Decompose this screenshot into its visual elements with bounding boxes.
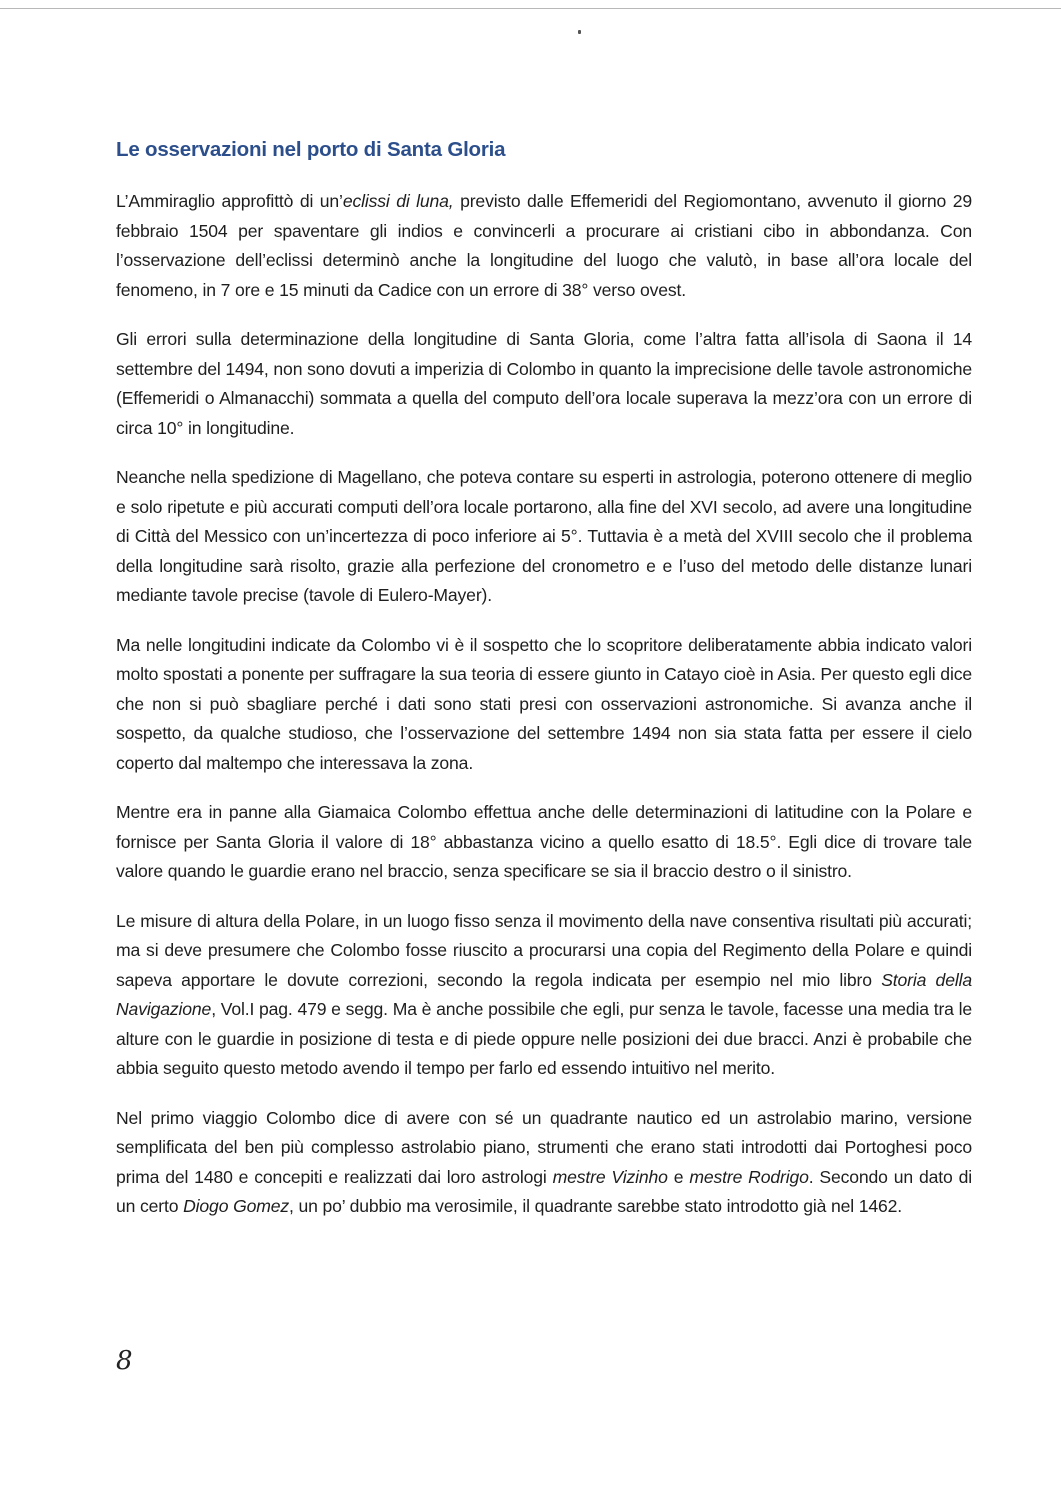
scan-edge-line	[0, 8, 1061, 9]
text-run: Ma nelle longitudini indicate da Colombo vi è il sospetto che lo scopritore deliberatamente abbia indicato valori molto spostati a ponente per suffragare la sua teoria di essere giunto in Catayo cioè in Asia. Per questo egli dice che non si può sbagliare perché i dati sono stati presi con osservazioni astronomiche. Si avanza anche il sospetto, da qualche studioso, che l’osservazione del settembre 1494 non sia stata fatta per essere il cielo coperto dal maltempo che interessava la zona.	[116, 634, 972, 773]
paragraph	[116, 1104, 972, 1222]
text-run: Mentre era in panne alla Giamaica Colombo effettua anche delle determinazioni di latitudine con la Polare e fornisce per Santa Gloria il valore di 18° abbastanza vicino a quello esatto di 18.5°. Egli dice di trovare tale valore quando le guardie erano nel braccio, senza specificare se sia il braccio destro o il sinistro.	[116, 802, 972, 881]
paragraph	[116, 463, 972, 611]
section-title: Le osservazioni nel porto di Santa Gloria	[116, 138, 506, 161]
scan-speck	[578, 30, 581, 34]
italic-text: eclissi di luna,	[342, 191, 454, 211]
document-page	[116, 130, 972, 1242]
paragraph	[116, 798, 972, 887]
paragraph	[116, 187, 972, 305]
text-run: , un po’ dubbio ma verosimile, il quadrante sarebbe stato introdotto già nel 1462.	[289, 1196, 903, 1216]
text-run: . Secondo un dato di un certo	[116, 1166, 972, 1216]
paragraph	[116, 907, 972, 1084]
italic-text: Diogo Gomez	[183, 1196, 290, 1216]
text-run: Nel primo viaggio Colombo dice di avere con sé un quadrante nautico ed un astrolabio marino, versione semplificata del ben più complesso astrolabio piano, strumenti che erano stati introdotti dai Portoghesi poco prima del 1480 e concepiti e realizzati dai loro astrologi	[116, 1107, 972, 1187]
text-run: Neanche nella spedizione di Magellano, che poteva contare su esperti in astrologia, poterono ottenere di meglio e solo ripetute e più accurati computi dell’ora locale portarono, alla fine del XVI secolo, ad avere una longitudine di Città del Messico con un’incertezza di poco inferiore ai 5°. Tuttavia è a metà del XVIII secolo che il problema della longitudine sarà risolto, grazie alla perfezione del cronometro e e l’uso del metodo delle distanze lunari mediante tavole precise (tavole di Eulero-Mayer).	[116, 467, 972, 605]
text-run: L’Ammiraglio approfittò di un’	[116, 191, 343, 211]
italic-text: mestre Vizinho	[552, 1166, 668, 1187]
text-run: previsto dalle Effemeridi del Regiomontano, avvenuto il giorno 29 febbraio 1504 per spaventare gli indios e convincerli a procurare ai cristiani cibo in abbondanza. Con l’osservazione dell’eclissi determinò anche la longitudine del luogo che valutò, in base all’ora locale del fenomeno, in 7 ore e 15 minuti da Cadice con un errore di 38° verso ovest.	[116, 191, 973, 300]
paragraph	[116, 325, 972, 443]
text-run: e	[667, 1166, 690, 1187]
handwritten-page-number: 8	[116, 1346, 133, 1376]
text-run: , Vol.I pag. 479 e segg. Ma è anche possibile che egli, pur senza le tavole, facesse una media tra le alture con le guardie in posizione di testa e di piede oppure nelle posizioni dei due bracci. Anzi è probabile che abbia seguito questo metodo avendo il tempo per farlo ed essendo intuitivo nel merito.	[116, 999, 972, 1078]
paragraph	[116, 631, 972, 779]
text-run: Le misure di altura della Polare, in un luogo fisso senza il movimento della nave consentiva risultati più accurati; ma si deve presumere che Colombo fosse riuscito a procurarsi una copia del Regimento della Polare e quindi sapeva apportare le dovute correzioni, secondo la regola indicata per esempio nel mio libro	[116, 910, 972, 990]
body-text	[116, 187, 972, 1222]
italic-text: mestre Rodrigo	[689, 1166, 809, 1187]
italic-text: Storia della Navigazione	[116, 969, 972, 1019]
text-run: Gli errori sulla determinazione della longitudine di Santa Gloria, come l’altra fatta all’isola di Saona il 14 settembre del 1494, non sono dovuti a imperizia di Colombo in quanto la imprecisione delle tavole astronomiche (Effemeridi o Almanacchi) sommata a quella del computo dell’ora locale superava la mezz’ora con un errore di circa 10° in longitudine.	[116, 329, 972, 438]
